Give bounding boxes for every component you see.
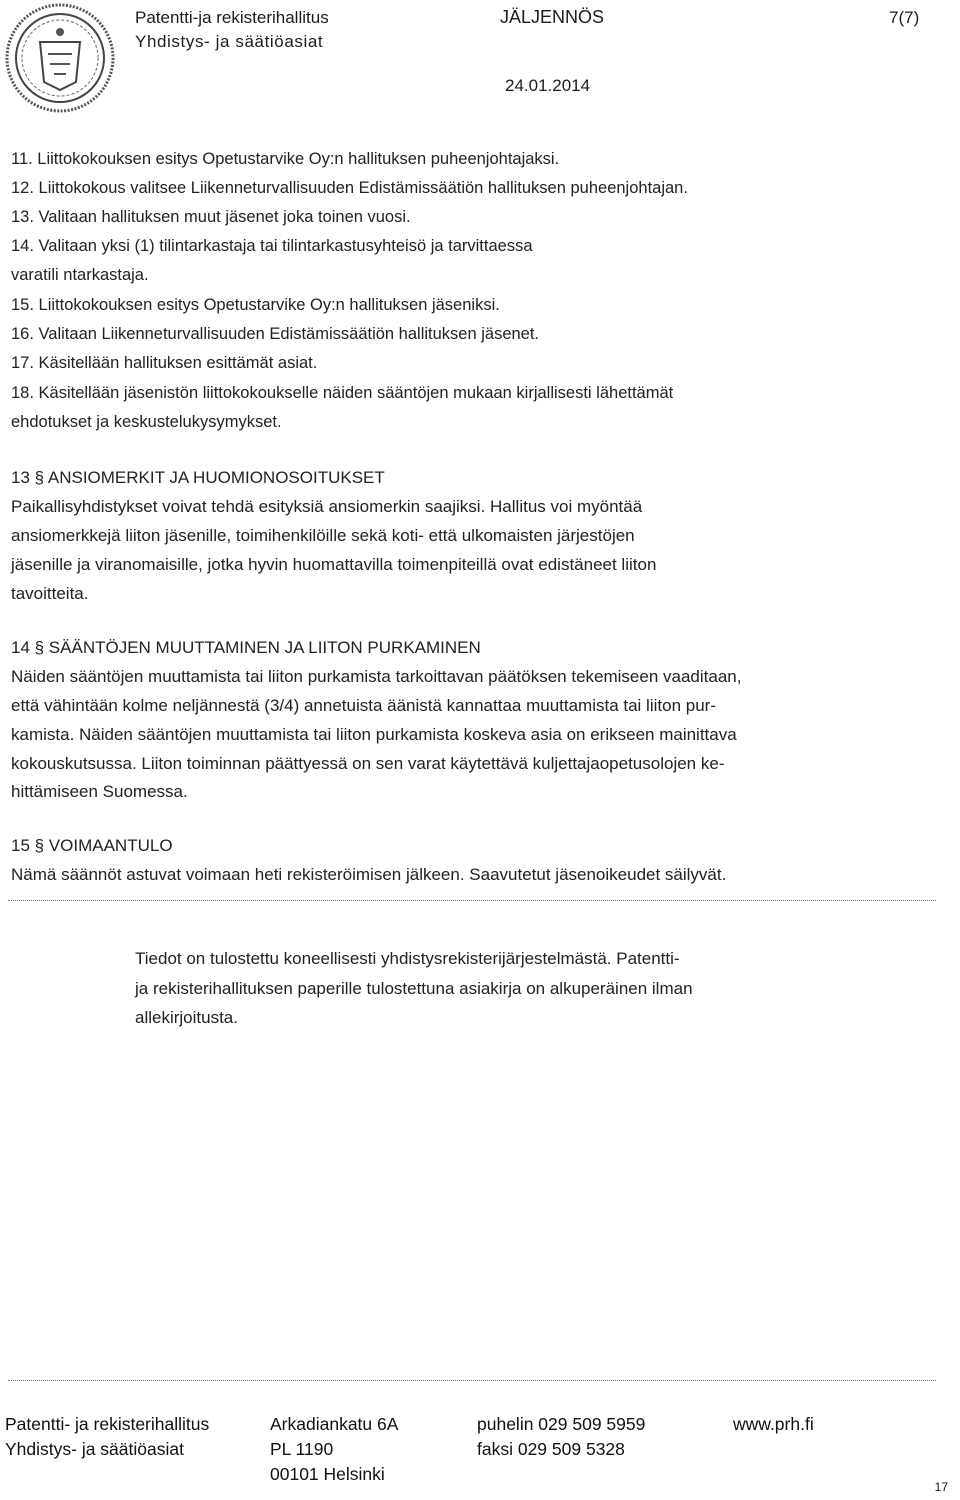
notice-line: allekirjoitusta.: [135, 1008, 238, 1027]
paragraph-line: ansiomerkkejä liiton jäsenille, toimihenkilöille sekä koti- että ulkomaisten järjestöjen: [11, 526, 635, 545]
footer-org-line2: Yhdistys- ja säätiöasiat: [5, 1439, 184, 1459]
paragraph-line: kokouskutsussa. Liiton toiminnan päättyessä on sen varat käytettävä kuljettajaopetusolojen ke-: [11, 754, 725, 773]
paragraph-line: Nämä säännöt astuvat voimaan heti rekisteröimisen jälkeen. Saavutetut jäsenoikeudet säilyvät.: [11, 865, 727, 884]
paragraph-line: jäsenille ja viranomaisille, jotka hyvin huomattavilla toimenpiteillä ovat edistäneet liiton: [11, 555, 657, 574]
footer-divider: [8, 1380, 936, 1383]
list-item: 16. Valitaan Liikenneturvallisuuden Edistämissäätiön hallituksen jäsenet.: [11, 325, 540, 343]
divider: [8, 900, 936, 903]
paragraph-line: Näiden sääntöjen muuttamista tai liiton purkamista tarkoittavan päätöksen tekemiseen vaaditaan,: [11, 667, 742, 686]
section-heading: 14 § SÄÄNTÖJEN MUUTTAMINEN JA LIITON PURKAMINEN: [11, 638, 481, 657]
list-item: 18. Käsitellään jäsenistön liittokokoukselle näiden sääntöjen mukaan kirjallisesti lähettämät: [11, 384, 674, 402]
footer-org-line1: Patentti- ja rekisterihallitus: [5, 1414, 210, 1434]
footer-address-line3: 00101 Helsinki: [270, 1464, 385, 1484]
footer-phone: puhelin 029 509 5959: [477, 1414, 646, 1434]
section-heading: 15 § VOIMAANTULO: [11, 836, 173, 855]
paragraph-line: tavoitteita.: [11, 584, 89, 603]
list-item: 14. Valitaan yksi (1) tilintarkastaja tai tilintarkastusyhteisö ja tarvittaessa: [11, 237, 533, 255]
list-item: varatili ntarkastaja.: [11, 266, 149, 284]
footer-address-line1: Arkadiankatu 6A: [270, 1414, 399, 1434]
header-page: 7(7): [889, 8, 920, 27]
notice-line: ja rekisterihallituksen paperille tulostettuna asiakirja on alkuperäinen ilman: [135, 979, 693, 998]
paragraph-line: että vähintään kolme neljännestä (3/4) annetuista äänistä kannattaa muuttamista tai liiton pur-: [11, 696, 716, 715]
header-org-line2: Yhdistys- ja säätiöasiat: [135, 32, 324, 51]
page-number: 17: [934, 1480, 948, 1494]
paragraph-line: Paikallisyhdistykset voivat tehdä esityksiä ansiomerkin saajiksi. Hallitus voi myöntää: [11, 497, 643, 516]
footer-web: www.prh.fi: [733, 1414, 814, 1434]
official-seal-stamp: [4, 2, 116, 114]
list-item: 17. Käsitellään hallituksen esittämät asiat.: [11, 354, 318, 372]
paragraph-line: kamista. Näiden sääntöjen muuttamista tai liiton purkamista koskeva asia on erikseen mainittava: [11, 725, 737, 744]
header-org-line1: Patentti-ja rekisterihallitus: [135, 8, 329, 27]
header-doc-type: JÄLJENNÖS: [500, 7, 605, 27]
footer-address-line2: PL 1190: [270, 1439, 334, 1459]
section-heading: 13 § ANSIOMERKIT JA HUOMIONOSOITUKSET: [11, 468, 385, 487]
list-item: 13. Valitaan hallituksen muut jäsenet joka toinen vuosi.: [11, 208, 411, 226]
footer-fax: faksi 029 509 5328: [477, 1439, 625, 1459]
header-date: 24.01.2014: [505, 76, 591, 95]
list-item: 15. Liittokokouksen esitys Opetustarvike Oy:n hallituksen jäseniksi.: [11, 296, 500, 314]
list-item: 12. Liittokokous valitsee Liikenneturvallisuuden Edistämissäätiön hallituksen puheenjohtajan.: [11, 179, 688, 197]
list-item: ehdotukset ja keskustelukysymykset.: [11, 413, 282, 431]
notice-line: Tiedot on tulostettu koneellisesti yhdistysrekisterijärjestelmästä. Patentti-: [135, 949, 680, 968]
paragraph-line: hittämiseen Suomessa.: [11, 782, 188, 801]
list-item: 11. Liittokokouksen esitys Opetustarvike Oy:n hallituksen puheenjohtajaksi.: [11, 150, 560, 168]
